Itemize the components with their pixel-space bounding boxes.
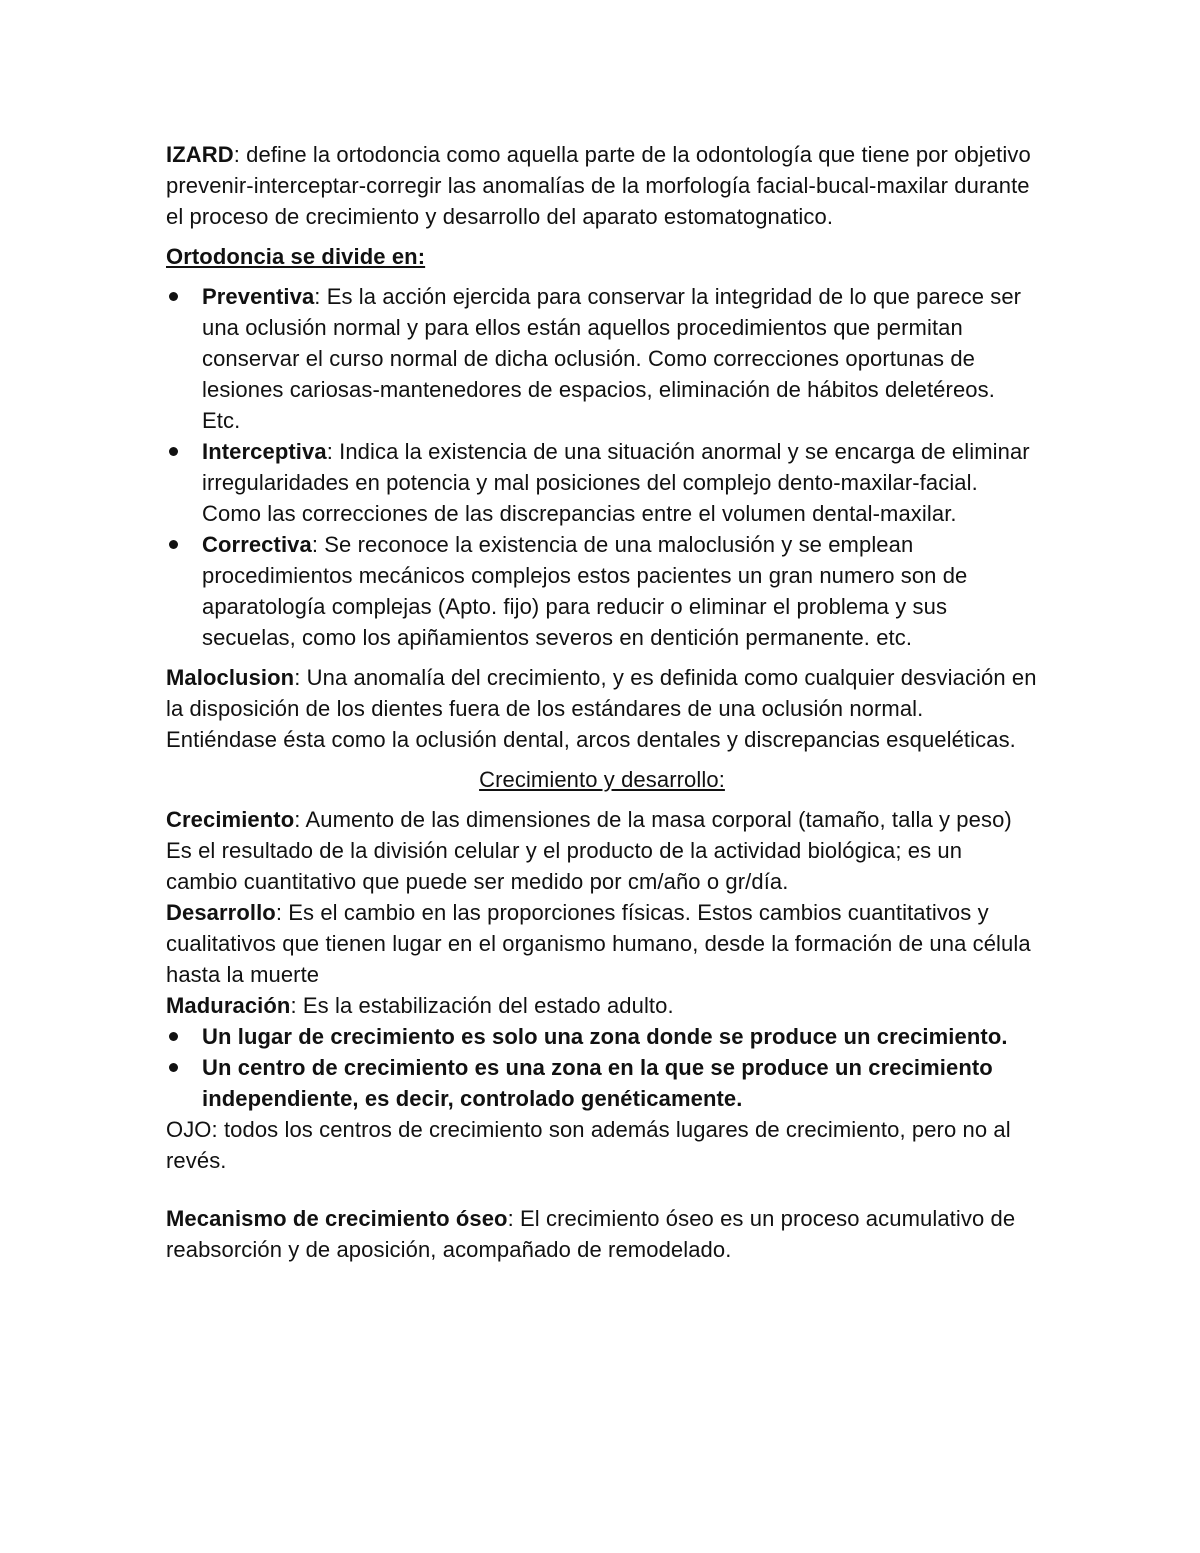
bullet-icon	[169, 292, 178, 301]
bullet-icon	[169, 540, 178, 549]
izard-term: IZARD	[166, 142, 234, 167]
interceptiva-text: : Indica la existencia de una situación anormal y se encarga de eliminar irregularidades en potencia y mal posiciones del complejo dento-maxilar-facial. Como las correcciones de las discrepancias entre el volumen dental-maxilar.	[202, 439, 1030, 526]
crecimiento-text: : Aumento de las dimensiones de la masa corporal (tamaño, talla y peso) Es el resultado de la división celular y el producto de la actividad biológica; es un cambio cuantitativo que puede ser medido por cm/año o gr/día.	[166, 807, 1012, 894]
maduracion-term: Maduración	[166, 993, 291, 1018]
list-item-lugar-crecimiento	[166, 1021, 1038, 1052]
bullet-icon	[169, 1032, 178, 1041]
spacer	[166, 1185, 1038, 1203]
interceptiva-term: Interceptiva	[202, 439, 327, 464]
mecanismo-term: Mecanismo de crecimiento óseo	[166, 1206, 508, 1231]
maloclusion-definition	[166, 662, 1038, 755]
crecimiento-definition	[166, 804, 1038, 897]
desarrollo-definition	[166, 897, 1038, 990]
mecanismo-definition	[166, 1203, 1038, 1265]
crecimiento-term: Crecimiento	[166, 807, 295, 832]
ojo-note	[166, 1114, 1038, 1176]
division-heading	[166, 241, 1038, 272]
maloclusion-term: Maloclusion	[166, 665, 295, 690]
mecanismo-text: : El crecimiento óseo es un proceso acumulativo de reabsorción y de aposición, acompañado de remodelado.	[166, 1206, 1016, 1262]
lugar-crecimiento-text: Un lugar de crecimiento es solo una zona donde se produce un crecimiento.	[202, 1024, 1008, 1049]
division-list	[166, 281, 1038, 653]
list-item-interceptiva	[166, 436, 1038, 529]
izard-definition	[166, 139, 1038, 232]
centro-crecimiento-text: Un centro de crecimiento es una zona en la que se produce un crecimiento independiente, es decir, controlado genéticamente.	[202, 1055, 993, 1111]
izard-text: : define la ortodoncia como aquella parte de la odontología que tiene por objetivo prevenir-interceptar-corregir las anomalías de la morfología facial-bucal-maxilar durante el proceso de crecimiento y desarrollo del aparato estomatognatico.	[166, 142, 1031, 229]
list-item-correctiva	[166, 529, 1038, 653]
growth-heading	[166, 764, 1038, 795]
list-item-centro-crecimiento	[166, 1052, 1038, 1114]
preventiva-term: Preventiva	[202, 284, 315, 309]
growth-bold-list	[166, 1021, 1038, 1114]
growth-heading-text: Crecimiento y desarrollo:	[479, 767, 725, 792]
document-page	[166, 139, 1038, 1274]
desarrollo-term: Desarrollo	[166, 900, 276, 925]
ojo-term: OJO	[166, 1117, 212, 1142]
maduracion-definition	[166, 990, 1038, 1021]
list-item-preventiva	[166, 281, 1038, 436]
correctiva-term: Correctiva	[202, 532, 312, 557]
ojo-text: : todos los centros de crecimiento son además lugares de crecimiento, pero no al revés.	[166, 1117, 1011, 1173]
maduracion-text: : Es la estabilización del estado adulto.	[290, 993, 674, 1018]
preventiva-text: : Es la acción ejercida para conservar la integridad de lo que parece ser una oclusión normal y para ellos están aquellos procedimientos que permitan conservar el curso normal de dicha oclusión. Como correcciones oportunas de lesiones cariosas-mantenedores de espacios, eliminación de hábitos deletéreos. Etc.	[202, 284, 1022, 433]
bullet-icon	[169, 447, 178, 456]
correctiva-text: : Se reconoce la existencia de una maloclusión y se emplean procedimientos mecánicos complejos estos pacientes un gran numero son de aparatología complejas (Apto. fijo) para reducir o eliminar el problema y sus secuelas, como los apiñamientos severos en dentición permanente. etc.	[202, 532, 968, 650]
division-heading-text: Ortodoncia se divide en:	[166, 244, 426, 269]
maloclusion-text: : Una anomalía del crecimiento, y es definida como cualquier desviación en la disposición de los dientes fuera de los estándares de una oclusión normal. Entiéndase ésta como la oclusión dental, arcos dentales y discrepancias esqueléticas.	[166, 665, 1037, 752]
bullet-icon	[169, 1063, 178, 1072]
desarrollo-text: : Es el cambio en las proporciones físicas. Estos cambios cuantitativos y cualitativos que tienen lugar en el organismo humano, desde la formación de una célula hasta la muerte	[166, 900, 1031, 987]
